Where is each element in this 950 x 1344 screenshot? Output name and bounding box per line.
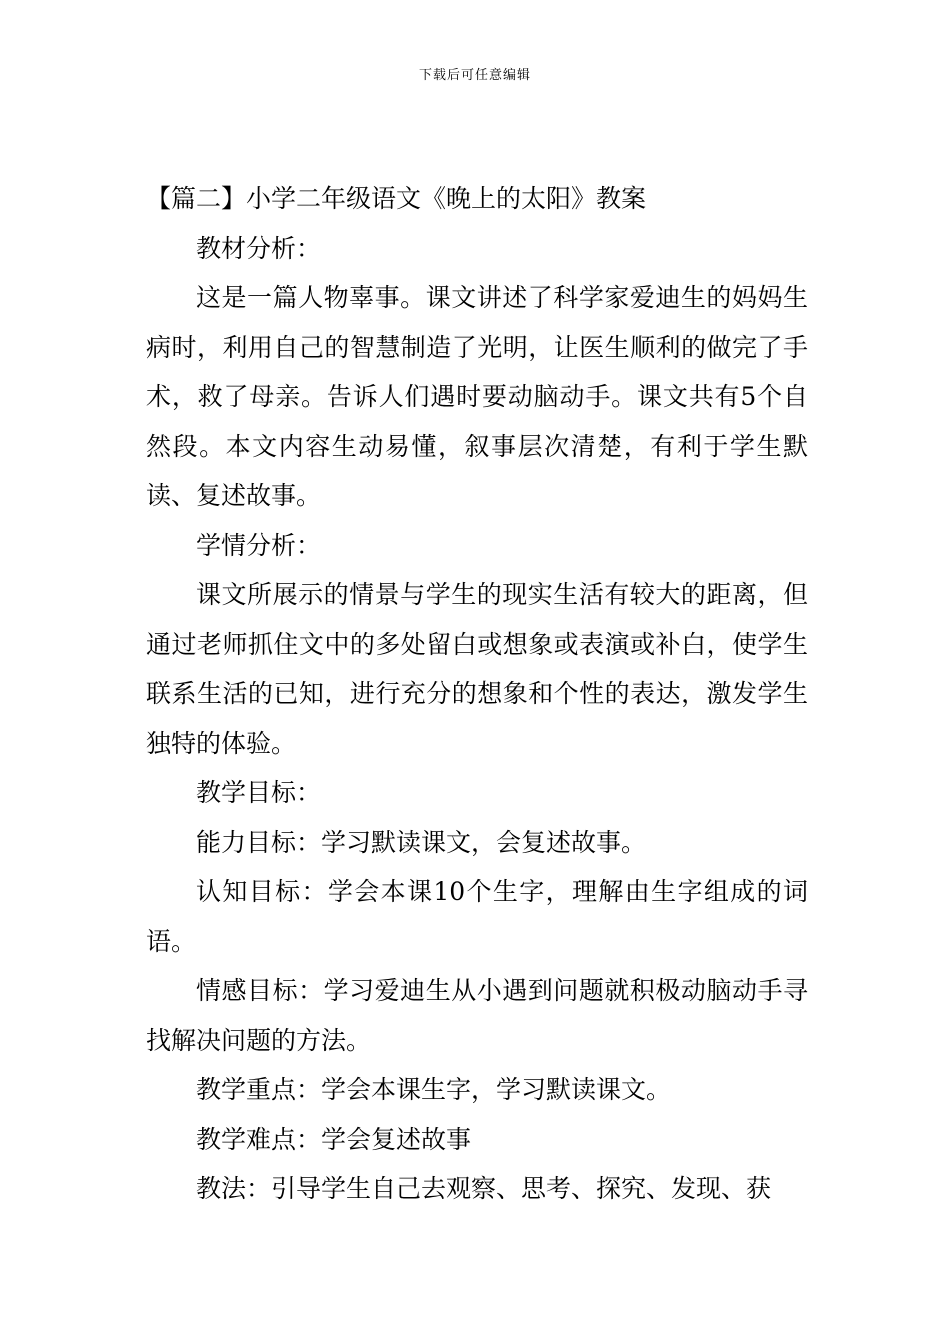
paragraph: 这是一篇人物辜事。课文讲述了科学家爱迪生的妈妈生病时，利用自己的智慧制造了光明，让医生顺利的做完了手术，救了母亲。告诉人们遇时要动脑动手。课文共有5个自然段。本文内容生动易懂，叙事层次清楚，有利于学生默读、复述故事。 — [146, 283, 808, 510]
paragraph: 教学难点：学会复述故事 — [196, 1124, 472, 1154]
page-header: 下载后可任意编辑 — [418, 68, 531, 83]
paragraph: 认知目标：学会本课10个生字，理解由生字组成的词语。 — [146, 877, 808, 956]
document-title: 【篇二】小学二年级语文《晚上的太阳》教案 — [146, 184, 647, 213]
paragraph-heading: 教材分析： — [196, 233, 322, 263]
paragraph-heading: 教学目标： — [196, 778, 322, 807]
paragraph: 课文所展示的情景与学生的现实生活有较大的距离，但通过老师抓住文中的多处留白或想象或表演或补白，使学生联系生活的已知，进行充分的想象和个性的表达，激发学生独特的体验。 — [146, 580, 808, 758]
document-body — [146, 174, 808, 1214]
paragraph: 情感目标：学习爱迪生从小遇到问题就积极动脑动手寻找解决问题的方法。 — [146, 976, 808, 1055]
paragraph: 能力目标：学习默读课文，会复述故事。 — [196, 827, 647, 857]
paragraph: 教法：引导学生自己去观察、思考、探究、发现、获 — [196, 1174, 772, 1203]
paragraph: 教学重点：学会本课生字，学习默读课文。 — [196, 1075, 672, 1104]
paragraph-heading: 学情分析： — [196, 530, 322, 560]
